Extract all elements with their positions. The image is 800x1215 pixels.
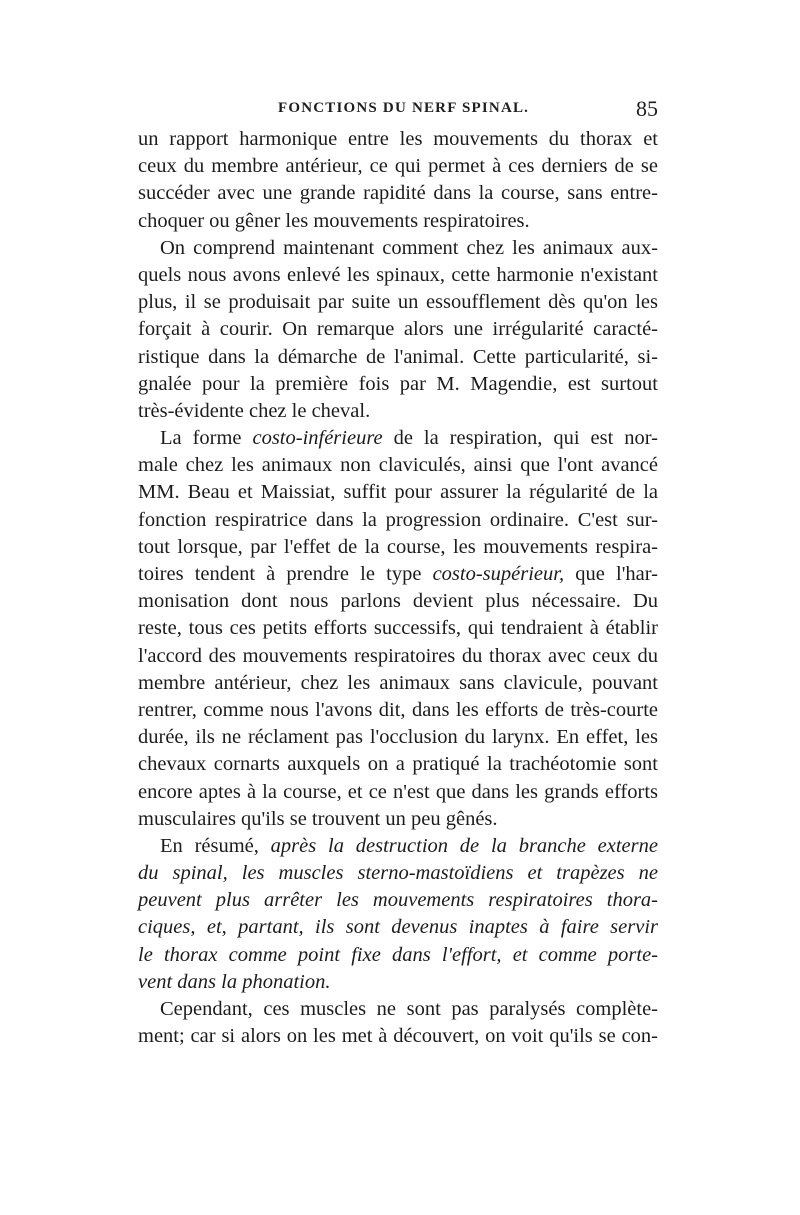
italic-phrase: costo-inférieure	[252, 427, 383, 450]
text-line: encore aptes à la course, et ce n'est que dans les grands efforts	[138, 780, 658, 803]
text-line: male chez les animaux non claviculés, ainsi que l'ont avancé	[138, 454, 658, 477]
text-line: du spinal, les muscles sterno-mastoïdiens et trapèzes ne	[138, 862, 658, 885]
text-line: musculaires qu'ils se trouvent un peu gênés.	[138, 807, 498, 830]
italic-phrase: après la destruction de la branche externe	[258, 834, 658, 857]
text-line: gnalée pour la première fois par M. Magendie, est surtout	[138, 372, 658, 395]
text-line: durée, ils ne réclament pas l'occlusion du larynx. En effet, les	[138, 726, 658, 749]
text-line: chevaux cornarts auxquels on a pratiqué la trachéotomie sont	[138, 753, 658, 776]
running-title: FONCTIONS DU NERF SPINAL.	[278, 100, 530, 116]
text-line: ceux du membre antérieur, ce qui permet à ces derniers de se	[138, 155, 658, 178]
text-line: En résumé, après la destruction de la branche externe	[160, 834, 658, 857]
text-line: rentrer, comme nous l'avons dit, dans les efforts de très-courte	[138, 698, 658, 721]
text-line: plus, il se produisait par suite un essoufflement dès qu'on les	[138, 291, 658, 314]
page-header	[138, 96, 658, 122]
paragraph	[138, 425, 658, 833]
text-line: quels nous avons enlevé les spinaux, cette harmonie n'existant	[138, 263, 658, 286]
text-line: fonction respiratrice dans la progression ordinaire. C'est sur-	[138, 508, 658, 531]
text-line: tout lorsque, par l'effet de la course, les mouvements respira-	[138, 535, 658, 558]
text-line: vent dans la phonation.	[138, 970, 331, 993]
text-line: reste, tous ces petits efforts successifs, qui tendraient à établir	[138, 617, 658, 640]
text-line: le thorax comme point fixe dans l'effort, et comme porte-	[138, 943, 658, 966]
text-line: monisation dont nous parlons devient plus nécessaire. Du	[138, 590, 658, 613]
text-line: MM. Beau et Maissiat, suffit pour assurer la régularité de la	[138, 481, 658, 504]
text-line: Cependant, ces muscles ne sont pas paralysés complète-	[160, 998, 658, 1020]
text-line: succéder avec une grande rapidité dans la course, sans entre-	[138, 182, 658, 205]
text-line: membre antérieur, chez les animaux sans clavicule, pouvant	[138, 671, 658, 694]
page-number: 85	[636, 96, 658, 121]
text-line: ment; car si alors on les met à découvert, on voit qu'ils se con-	[138, 1025, 658, 1048]
text-line: La forme costo-inférieure de la respiration, qui est nor-	[160, 427, 658, 450]
text-line: choquer ou gêner les mouvements respiratoires.	[138, 209, 530, 232]
body-text	[138, 126, 658, 1050]
paragraph	[138, 833, 658, 996]
text-line: très-évidente chez le cheval.	[138, 399, 371, 422]
text-line: l'accord des mouvements respiratoires du thorax avec ceux du	[138, 644, 658, 667]
paragraph	[138, 235, 658, 425]
paragraph	[138, 126, 658, 235]
text-line: toires tendent à prendre le type costo-supérieur, que l'har-	[138, 563, 658, 585]
text-line: forçait à courir. On remarque alors une irrégularité caracté-	[138, 318, 658, 341]
paragraph	[138, 996, 658, 1050]
text-line: peuvent plus arrêter les mouvements respiratoires thora-	[138, 889, 658, 912]
italic-phrase: costo-supérieur,	[432, 563, 565, 585]
text-line: ristique dans la démarche de l'animal. Cette particularité, si-	[138, 345, 658, 368]
text-line: un rapport harmonique entre les mouvements du thorax et	[138, 128, 658, 150]
text-line: On comprend maintenant comment chez les animaux aux-	[160, 236, 658, 259]
text-line: ciques, et, partant, ils sont devenus inaptes à faire servir	[138, 916, 658, 939]
